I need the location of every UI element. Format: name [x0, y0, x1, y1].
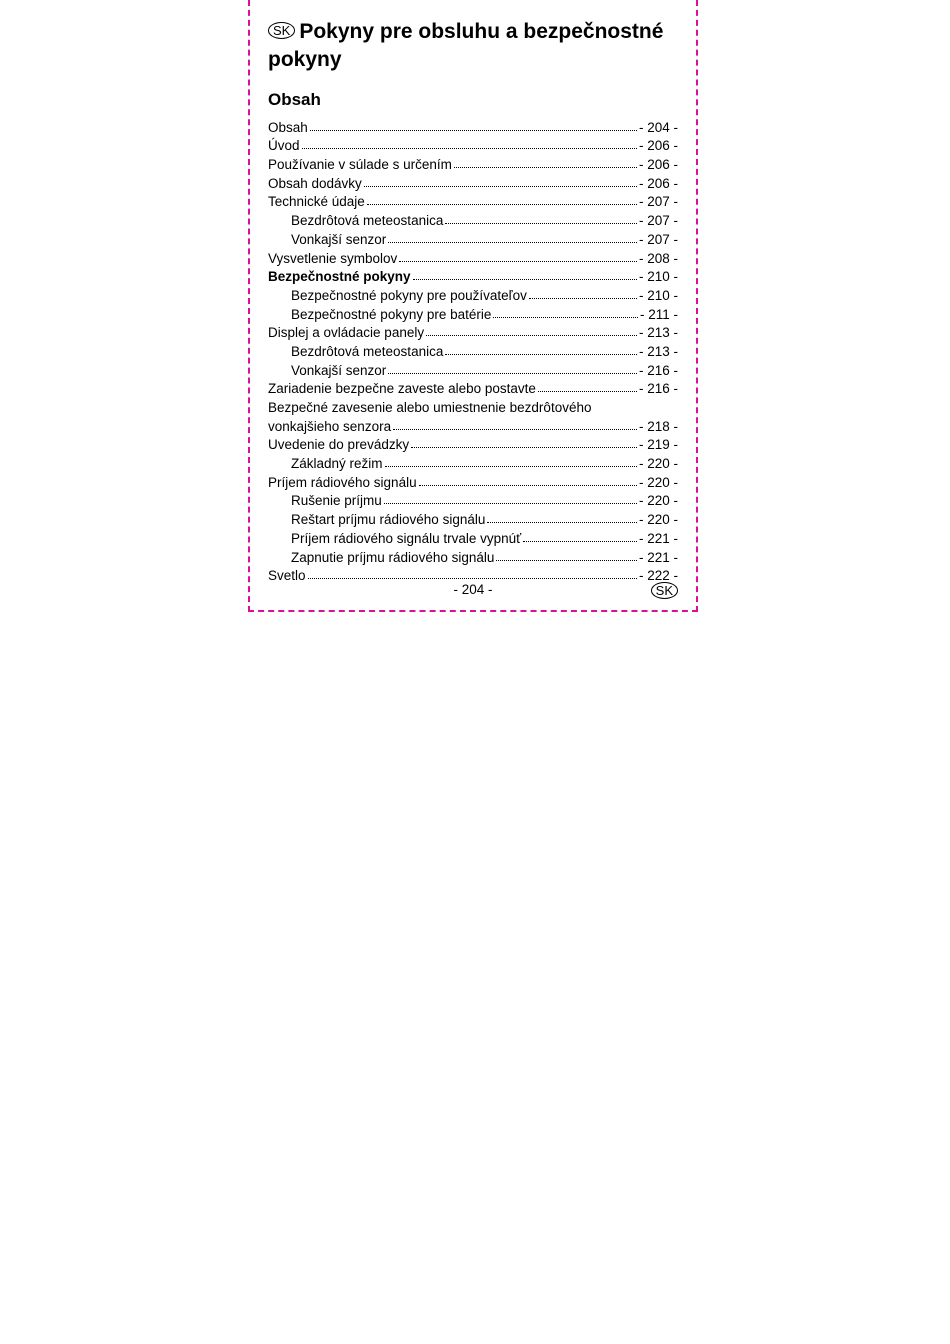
toc-leader-dots [523, 541, 637, 542]
toc-entry-page: - 208 - [638, 250, 678, 266]
toc-entry[interactable] [268, 490, 678, 509]
toc-entry-label: Obsah dodávky [268, 175, 362, 191]
toc-entry[interactable] [268, 209, 678, 228]
toc-entry-page: - 210 - [638, 269, 678, 285]
toc-entry-page: - 216 - [638, 362, 678, 378]
toc-leader-dots [367, 204, 637, 205]
toc-entry-page: - 221 - [638, 549, 678, 565]
toc-leader-dots [388, 242, 637, 243]
toc-entry-label: Základný režim [291, 456, 383, 472]
toc-leader-dots [413, 279, 637, 280]
toc-leader-dots [411, 447, 637, 448]
page-content [268, 18, 678, 583]
toc-entry[interactable] [268, 322, 678, 341]
toc-leader-dots [384, 503, 637, 504]
language-badge: SK [268, 22, 295, 39]
toc-entry-label: Zapnutie príjmu rádiového signálu [291, 549, 495, 565]
toc-entry-label-line1: Bezpečné zavesenie alebo umiestnenie bezdrôtového [268, 400, 592, 415]
toc-entry-label: Reštart príjmu rádiového signálu [291, 512, 486, 528]
toc-entry-label: Vonkajší senzor [291, 231, 387, 247]
toc-entry-page: - 211 - [639, 306, 678, 322]
page-number: - 204 - [453, 582, 493, 597]
toc-entry-label: Zariadenie bezpečne zaveste alebo postavte [268, 381, 536, 397]
toc-entry-label: Bezdrôtová meteostanica [291, 213, 444, 229]
toc-entry-page: - 220 - [638, 474, 678, 490]
toc-entry-label: Vysvetlenie symbolov [268, 250, 398, 266]
toc-entry-page: - 216 - [638, 381, 678, 397]
footer-language-badge: SK [651, 582, 678, 599]
toc-entry[interactable] [268, 508, 678, 527]
toc-leader-dots [496, 560, 637, 561]
toc-leader-dots [385, 466, 637, 467]
toc-entry-page: - 221 - [638, 530, 678, 546]
toc-entry[interactable] [268, 565, 678, 584]
toc-entry-page: - 220 - [638, 512, 678, 528]
toc-entry[interactable] [268, 153, 678, 172]
toc-entry-page: - 218 - [638, 418, 678, 434]
toc-entry-label: Príjem rádiového signálu [268, 474, 417, 490]
toc-entry-page: - 220 - [638, 456, 678, 472]
toc-entry-label: Príjem rádiového signálu trvale vypnúť [291, 530, 522, 546]
toc-entry-page: - 219 - [638, 437, 678, 453]
toc-entry-label: Bezpečnostné pokyny [268, 269, 411, 285]
toc-entry[interactable] [268, 303, 678, 322]
toc-leader-dots [538, 391, 637, 392]
toc-entry-page: - 207 - [638, 194, 678, 210]
toc-entry[interactable] [268, 340, 678, 359]
toc-entry[interactable] [268, 415, 678, 434]
toc-entry-page: - 207 - [638, 231, 678, 247]
toc-leader-dots [529, 298, 637, 299]
toc-leader-dots [393, 429, 637, 430]
toc-heading: Obsah [268, 90, 321, 109]
toc-entry-label: Bezpečnostné pokyny pre používateľov [291, 287, 527, 303]
toc-leader-dots [445, 354, 637, 355]
toc-entry-label: Bezdrôtová meteostanica [291, 343, 444, 359]
toc-leader-dots [310, 130, 637, 131]
toc-entry-label: Displej a ovládacie panely [268, 325, 425, 341]
toc-entry[interactable] [268, 452, 678, 471]
toc-entry-page: - 222 - [638, 568, 678, 584]
toc-entry[interactable] [268, 191, 678, 210]
toc-entry[interactable] [268, 546, 678, 565]
toc-entry[interactable] [268, 434, 678, 453]
toc-entry-page: - 220 - [638, 493, 678, 509]
toc-entry-page: - 206 - [638, 175, 678, 191]
table-of-contents [268, 116, 678, 583]
toc-entry-label: Obsah [268, 119, 308, 135]
toc-entry[interactable] [268, 284, 678, 303]
manual-page [248, 0, 698, 612]
toc-entry-continued [268, 396, 678, 415]
toc-entry-label: Úvod [268, 138, 300, 154]
toc-leader-dots [493, 317, 638, 318]
toc-entry-label: Používanie v súlade s určením [268, 157, 452, 173]
toc-leader-dots [445, 223, 637, 224]
toc-entry[interactable] [268, 228, 678, 247]
toc-leader-dots [419, 485, 637, 486]
page-footer [268, 582, 678, 602]
page-title [268, 18, 678, 74]
toc-entry-page: - 213 - [638, 325, 678, 341]
toc-entry[interactable] [268, 266, 678, 285]
toc-entry[interactable] [268, 527, 678, 546]
toc-leader-dots [302, 148, 637, 149]
toc-entry[interactable] [268, 247, 678, 266]
toc-entry-label: Technické údaje [268, 194, 365, 210]
toc-leader-dots [399, 261, 637, 262]
toc-entry[interactable] [268, 116, 678, 135]
toc-entry-label: Uvedenie do prevádzky [268, 437, 410, 453]
toc-entry-label: Bezpečnostné pokyny pre batérie [291, 306, 492, 322]
toc-entry-label: Vonkajší senzor [291, 362, 387, 378]
toc-entry-label: vonkajšieho senzora [268, 418, 392, 434]
toc-leader-dots [454, 167, 637, 168]
toc-entry[interactable] [268, 172, 678, 191]
toc-entry[interactable] [268, 378, 678, 397]
toc-leader-dots [426, 335, 637, 336]
toc-entry-page: - 206 - [638, 138, 678, 154]
toc-leader-dots [364, 186, 637, 187]
toc-entry-page: - 210 - [638, 287, 678, 303]
toc-entry-label: Rušenie príjmu [291, 493, 382, 509]
toc-entry[interactable] [268, 471, 678, 490]
toc-entry-page: - 207 - [638, 213, 678, 229]
toc-entry-page: - 204 - [638, 119, 678, 135]
toc-entry-page: - 206 - [638, 157, 678, 173]
toc-entry[interactable] [268, 135, 678, 154]
toc-leader-dots [308, 578, 637, 579]
toc-entry-label: Svetlo [268, 568, 306, 584]
page-title-text: Pokyny pre obsluhu a bezpečnostné pokyny [268, 20, 664, 71]
toc-entry-page: - 213 - [638, 343, 678, 359]
toc-entry[interactable] [268, 359, 678, 378]
toc-leader-dots [487, 522, 637, 523]
toc-leader-dots [388, 373, 637, 374]
